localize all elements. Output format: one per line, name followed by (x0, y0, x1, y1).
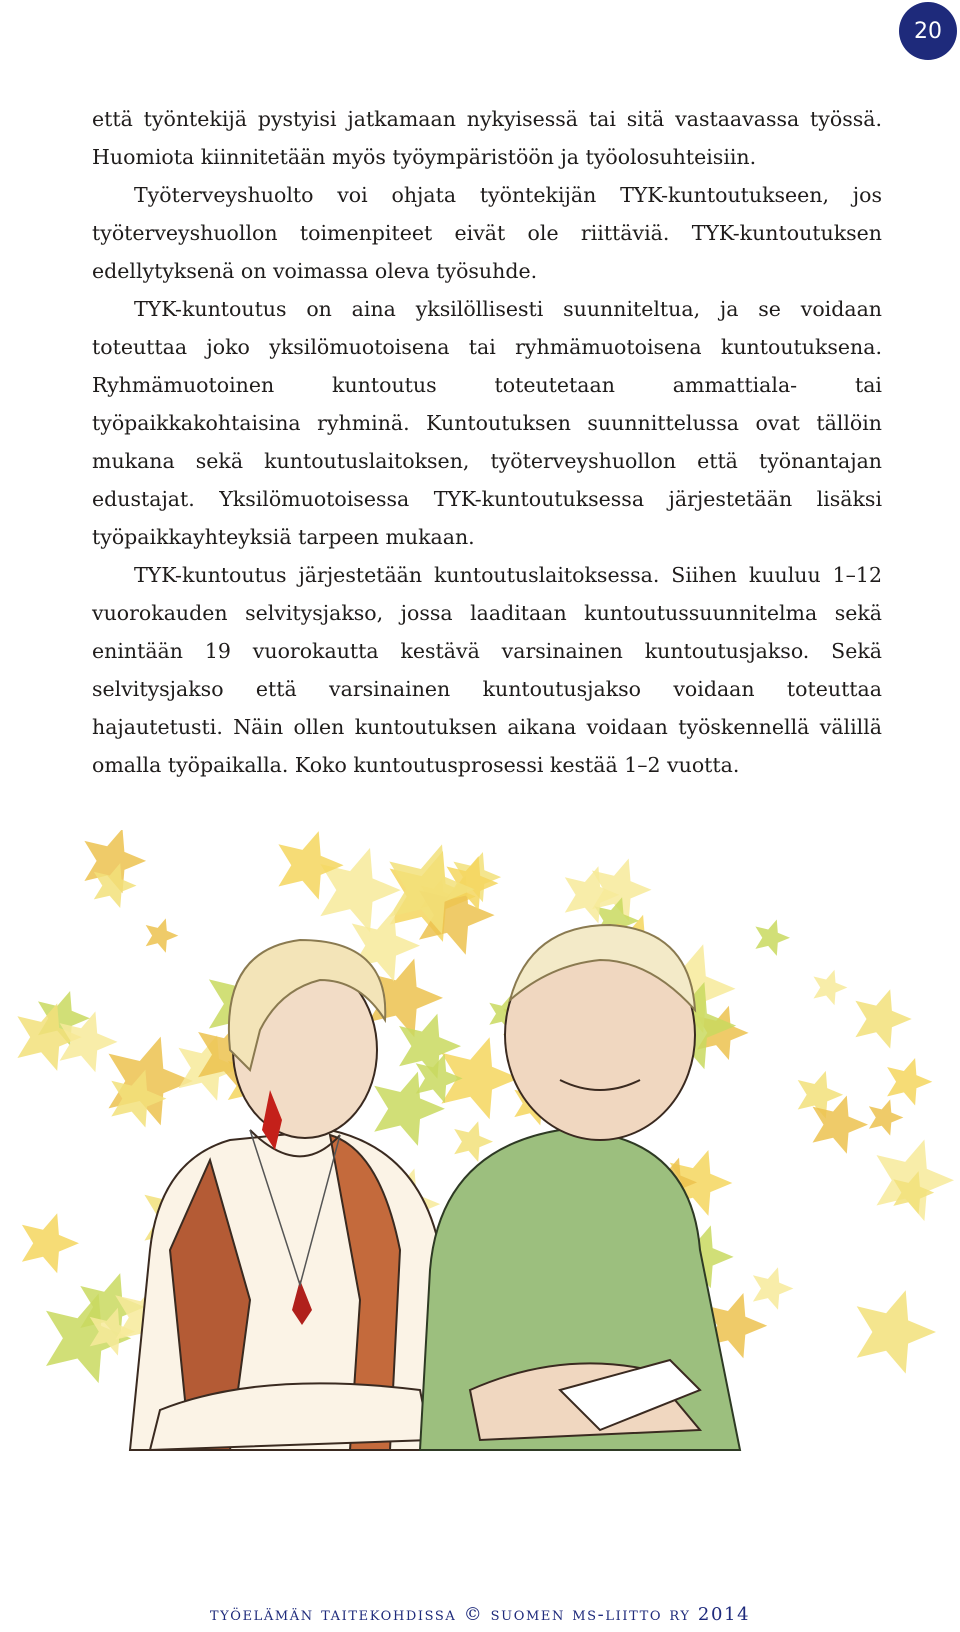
leaf-shape (869, 1099, 904, 1135)
footer: työelämän taitekohdissa © suomen ms-liitto ry 2014 (209, 1604, 751, 1625)
leaf-shape (753, 1267, 794, 1310)
leaf-shape (814, 970, 848, 1006)
leaf-shape (855, 989, 911, 1048)
illustration (0, 830, 960, 1530)
leaf-shape (887, 1058, 932, 1106)
leaf-shape (857, 1290, 936, 1373)
leaf-shape (278, 831, 343, 900)
leaf-shape (22, 1213, 79, 1273)
page-number-badge: 20 (899, 2, 957, 60)
body-text (92, 100, 882, 784)
leaf-shape (146, 918, 179, 952)
paragraph: TYK-kuntoutus järjestetään kuntoutuslaitoksessa. Siihen kuuluu 1–12 vuorokauden selvitysjakso, jossa laaditaan kuntoutussuunnitelma sekä enintään 19 vuorokautta kestävä varsinainen kuntoutusjakso. Sekä selvitysjakso että varsinainen kuntoutusjakso voidaan toteuttaa hajautetusti. Näin ollen kuntoutuksen aikana voidaan työskennellä välillä omalla työpaikalla. Koko kuntoutusprosessi kestää 1–2 vuotta. (92, 563, 882, 777)
leaf-shape (755, 920, 790, 956)
paragraph: TYK-kuntoutus on aina yksilöllisesti suunniteltua, ja se voidaan toteuttaa joko yksilömuotoisena tai ryhmämuotoisena kuntoutuksena. Ryhmämuotoinen kuntoutus toteutetaan ammattiala- tai työpaikkakohtaisina ryhminä. Kuntoutuksen suunnittelussa ovat tällöin mukana sekä kuntoutuslaitoksen, työterveyshuollon että työnantajan edustajat. Yksilömuotoisessa TYK-kuntoutuksessa järjestetään lisäksi työpaikkayhteyksiä tarpeen mukaan. (92, 297, 882, 549)
paragraph: että työntekijä pystyisi jatkamaan nykyisessä tai sitä vastaavassa työssä. Huomiota kiinnitetään myös työympäristöön ja työolosuhteisiin. (92, 107, 882, 169)
leaf-shape (454, 1121, 493, 1162)
paragraph: Työterveyshuolto voi ohjata työntekijän TYK-kuntoutukseen, jos työterveyshuollon toimenpiteet eivät ole riittäviä. TYK-kuntoutuksen edellytyksenä on voimassa oleva työsuhde. (92, 183, 882, 283)
